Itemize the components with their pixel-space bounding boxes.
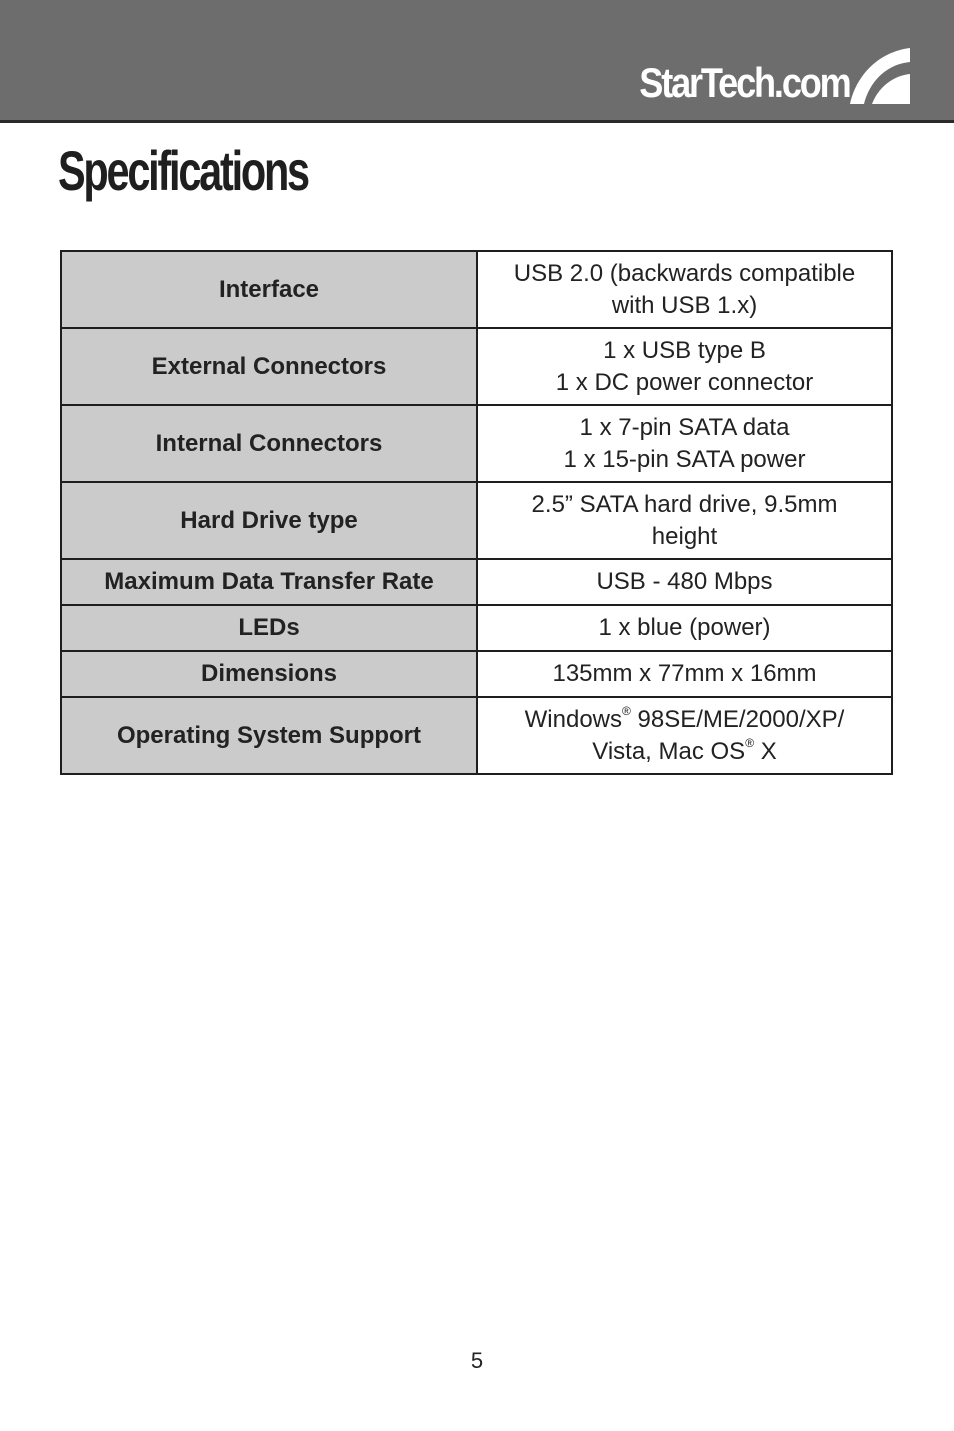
page-title: Specifications (58, 139, 308, 202)
spec-label: Interface (61, 251, 477, 328)
spec-value (477, 697, 892, 774)
spec-value (477, 605, 892, 651)
spec-value-line (488, 704, 881, 736)
logo-text: StarTech.com (639, 59, 850, 106)
header-rule (0, 120, 954, 123)
spec-value-line: 1 x DC power connector (555, 368, 814, 396)
spec-value-line: 2.5” SATA hard drive, 9.5mm (531, 490, 838, 518)
os-text: X (754, 737, 777, 765)
spec-label: Dimensions (61, 651, 477, 697)
page-number: 5 (470, 1348, 484, 1373)
table-row (61, 482, 892, 559)
spec-value-line (488, 736, 881, 768)
spec-value-line: 1 x 7-pin SATA data (579, 413, 790, 441)
specifications-table (60, 250, 893, 775)
spec-value (477, 651, 892, 697)
spec-value-line: USB 2.0 (backwards compatible (513, 259, 856, 287)
registered-mark: ® (745, 735, 755, 750)
spec-value (477, 482, 892, 559)
table-row (61, 605, 892, 651)
spec-label: Operating System Support (61, 697, 477, 774)
spec-value-line: USB - 480 Mbps (596, 568, 773, 595)
spec-label: Hard Drive type (61, 482, 477, 559)
table-row (61, 651, 892, 697)
spec-value-line: 135mm x 77mm x 16mm (552, 660, 817, 687)
table-row (61, 328, 892, 405)
spec-label: LEDs (61, 605, 477, 651)
table-row (61, 697, 892, 774)
spec-label: Internal Connectors (61, 405, 477, 482)
spec-value-line: 1 x USB type B (603, 336, 766, 364)
spec-value (477, 559, 892, 605)
spec-value-line: height (651, 522, 718, 550)
spec-value-line: 1 x 15-pin SATA power (563, 445, 806, 473)
spec-value (477, 328, 892, 405)
table-row (61, 405, 892, 482)
spec-value-line: 1 x blue (power) (598, 614, 771, 641)
os-text: 98SE/ME/2000/XP/ (630, 705, 845, 733)
table-row (61, 251, 892, 328)
logo-swoosh-icon (848, 46, 910, 104)
os-text: Windows (524, 705, 623, 733)
spec-value (477, 251, 892, 328)
os-text: Vista, Mac OS (592, 737, 746, 765)
registered-mark: ® (622, 703, 631, 718)
spec-value-line: with USB 1.x) (611, 291, 758, 319)
spec-value (477, 405, 892, 482)
spec-label: External Connectors (61, 328, 477, 405)
startech-logo (605, 44, 910, 104)
table-row (61, 559, 892, 605)
spec-label: Maximum Data Transfer Rate (61, 559, 477, 605)
